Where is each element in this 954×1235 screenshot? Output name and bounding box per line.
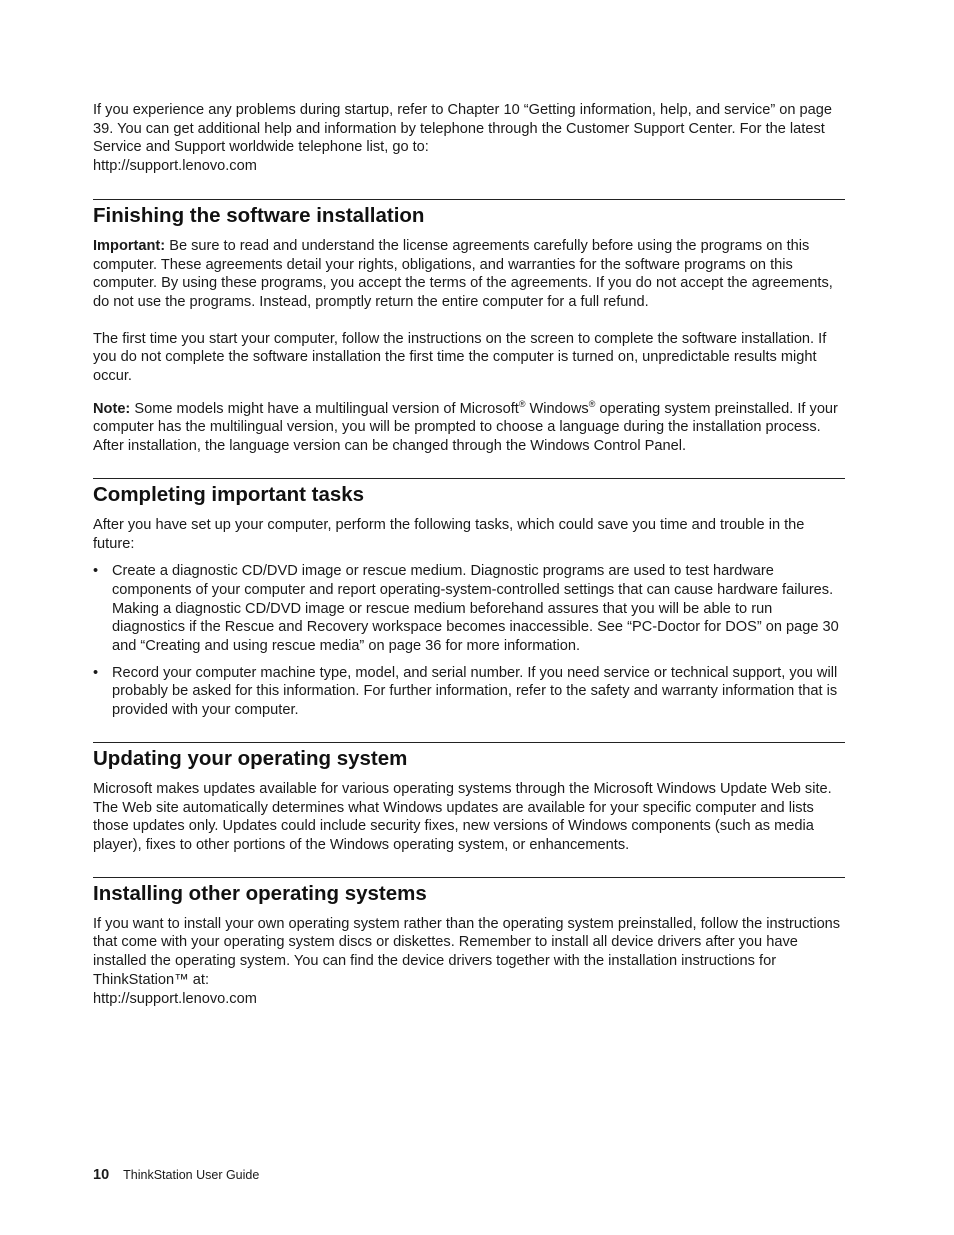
list-item-text: Record your computer machine type, model, and serial number. If you need service or technical support, you will probably be asked for this information. For further information, refer to the safety and warranty information that is provided with your computer. (112, 664, 838, 719)
note-text-part-3: operating system preinstalled. If your computer has the multilingual version, you will be prompted to choose a language during the installation process. After installation, the language version can be changed through the Windows Control Panel. (93, 400, 838, 455)
section-heading-updating: Updating your operating system (93, 746, 408, 770)
page-footer (93, 1165, 259, 1185)
section-installing-os (93, 877, 845, 1009)
registered-mark-icon: ® (588, 398, 596, 409)
guide-title: ThinkStation User Guide (123, 1168, 260, 1182)
intro-block (93, 101, 845, 176)
document-page (93, 101, 845, 1008)
section-updating-os (93, 742, 845, 855)
bullet-icon: • (93, 664, 99, 681)
first-start-paragraph: The first time you start your computer, follow the instructions on the screen to complete the software installation. If you do not complete the software installation the first time the computer is turned on, unpredictable results might occur. (93, 330, 827, 385)
bullet-icon: • (93, 563, 99, 580)
registered-mark-icon: ® (518, 398, 526, 409)
note-paragraph (93, 400, 845, 456)
section-completing-tasks (93, 478, 845, 720)
intro-paragraph: If you experience any problems during startup, refer to Chapter 10 “Getting information, help, and service” on page 39. You can get additional help and information by telephone through the Customer Support Center. For the latest Service and Support worldwide telephone list, go to: (93, 102, 833, 156)
completing-intro-paragraph: After you have set up your computer, perform the following tasks, which could save you time and trouble in the future: (93, 516, 805, 552)
list-item-text: Create a diagnostic CD/DVD image or rescue medium. Diagnostic programs are used to test hardware components of your computer and report operating-system-controlled settings that can cause hardware failures. Making a diagnostic CD/DVD image or rescue medium beforehand assures that you will be able to run diagnostics if the Rescue and Recovery workspace becomes inaccessible. See “PC-Doctor for DOS” on page 30 and “Creating and using rescue media” on page 36 for more information. (112, 563, 839, 655)
note-text-part-2: Windows (525, 400, 589, 417)
installing-paragraph: If you want to install your own operating system rather than the operating system preinstalled, follow the instructions that come with your operating system discs or diskettes. Remember to install all device drivers after you have installed the operating system. You can find the device drivers together with the installation instructions for ThinkStation™ at: (93, 915, 841, 988)
list-item (93, 562, 845, 656)
intro-support-link[interactable]: http://support.lenovo.com (93, 158, 257, 175)
section-heading-installing: Installing other operating systems (93, 881, 427, 905)
installing-support-link[interactable]: http://support.lenovo.com (93, 990, 257, 1007)
important-label: Important: (93, 237, 166, 254)
section-finishing-software (93, 199, 845, 456)
important-paragraph (93, 237, 845, 312)
page-number: 10 (93, 1167, 110, 1183)
important-text: Be sure to read and understand the license agreements carefully before using the programs on this computer. These agreements detail your rights, obligations, and warranties for the software programs on this computer. By using these programs, you accept the terms of the agreements. If you do not accept the agreements, do not use the programs. Instead, promptly return the entire computer for a full refund. (93, 237, 833, 310)
task-list (93, 562, 845, 720)
section-heading-completing: Completing important tasks (93, 482, 365, 506)
list-item (93, 664, 845, 720)
section-heading-finishing: Finishing the software installation (93, 203, 425, 227)
note-label: Note: (93, 400, 131, 417)
updating-paragraph: Microsoft makes updates available for various operating systems through the Microsoft Windows Update Web site. The Web site automatically determines what Windows updates are available for your specific computer and lists those updates only. Updates could include security fixes, new versions of Windows components (such as media player), fixes to other portions of the Windows operating system, or enhancements. (93, 780, 832, 853)
note-text-part-1: Some models might have a multilingual version of Microsoft (130, 400, 519, 417)
